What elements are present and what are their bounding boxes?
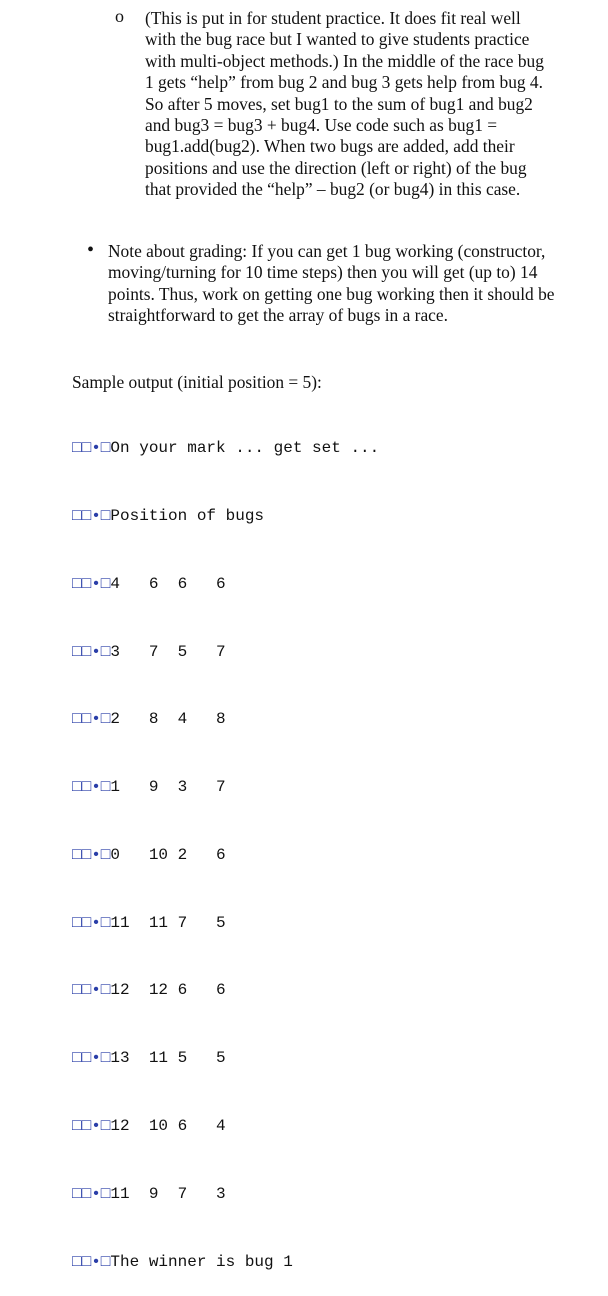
- output-line-prefix: □□•□: [72, 710, 111, 729]
- output-line-text: On your mark ... get set ...: [110, 439, 380, 458]
- output-line-prefix: □□•□: [72, 845, 111, 864]
- output-line-prefix: □□•□: [72, 1252, 111, 1271]
- output-line-prefix: □□•□: [72, 1184, 111, 1203]
- output-line-text: 0 10 2 6: [110, 845, 226, 864]
- sample-output-title: Sample output (initial position = 5):: [72, 372, 322, 392]
- output-line-prefix: □□•□: [72, 506, 111, 525]
- output-line-prefix: □□•□: [72, 913, 111, 932]
- output-line: [72, 979, 379, 1002]
- output-line-prefix: □□•□: [72, 642, 111, 661]
- output-line-prefix: □□•□: [72, 1117, 111, 1135]
- output-line: [72, 844, 379, 867]
- output-line-text: 3 7 5 7: [110, 642, 226, 661]
- practice-note-paragraph: (This is put in for student practice. It does fit real well with the bug race but I wanted to give students practice with multi-object methods.) In the middle of the race bug 1 gets “help” from bug 2 and bug 3 gets help from bug 4. So after 5 moves, set bug1 to the sum of bug1 and bug2 and bug3 = bug3 + bug4. Use code such as bug1 = bug1.add(bug2). When two bugs are added, add their positions and use the direction (left or right) of the bug that provided the “help” – bug2 (or bug4) in this case.: [145, 8, 544, 200]
- output-line-text: 12 10 6 4: [110, 1117, 226, 1135]
- output-line-text: Position of bugs: [110, 506, 265, 525]
- output-line: [72, 573, 379, 596]
- output-line-text: 11 9 7 3: [110, 1184, 226, 1203]
- output-line: [72, 1115, 379, 1138]
- grading-note-bullet: •: [87, 239, 95, 261]
- output-line: [72, 641, 379, 664]
- output-line-prefix: □□•□: [72, 574, 111, 593]
- output-line-text: 11 11 7 5: [110, 913, 226, 932]
- output-line: [72, 1047, 379, 1070]
- sample-output-block: [72, 392, 379, 1296]
- output-line-prefix: □□•□: [72, 778, 111, 797]
- output-line: [72, 776, 379, 799]
- practice-note-bullet: o: [115, 6, 124, 26]
- output-line: [72, 708, 379, 731]
- output-line-text: 12 12 6 6: [110, 981, 226, 1000]
- output-line: [72, 505, 379, 528]
- output-line-text: 4 6 6 6: [110, 574, 226, 593]
- grading-note-paragraph: Note about grading: If you can get 1 bug working (constructor, moving/turning for 10 time steps) then you will get (up to) 14 points. Thus, work on getting one bug working then it should be straightforward to get the array of bugs in a race.: [108, 241, 555, 326]
- output-line: [72, 912, 379, 935]
- output-line-prefix: □□•□: [72, 1049, 111, 1068]
- output-line-prefix: □□•□: [72, 981, 111, 1000]
- output-line: [72, 1251, 379, 1274]
- output-line-text: The winner is bug 1: [110, 1252, 293, 1271]
- output-line-text: 1 9 3 7: [110, 778, 226, 797]
- output-line-text: 13 11 5 5: [110, 1049, 226, 1068]
- output-line-text: 2 8 4 8: [110, 710, 226, 729]
- output-line: [72, 1183, 379, 1206]
- output-line: [72, 437, 379, 460]
- output-line-prefix: □□•□: [72, 439, 111, 458]
